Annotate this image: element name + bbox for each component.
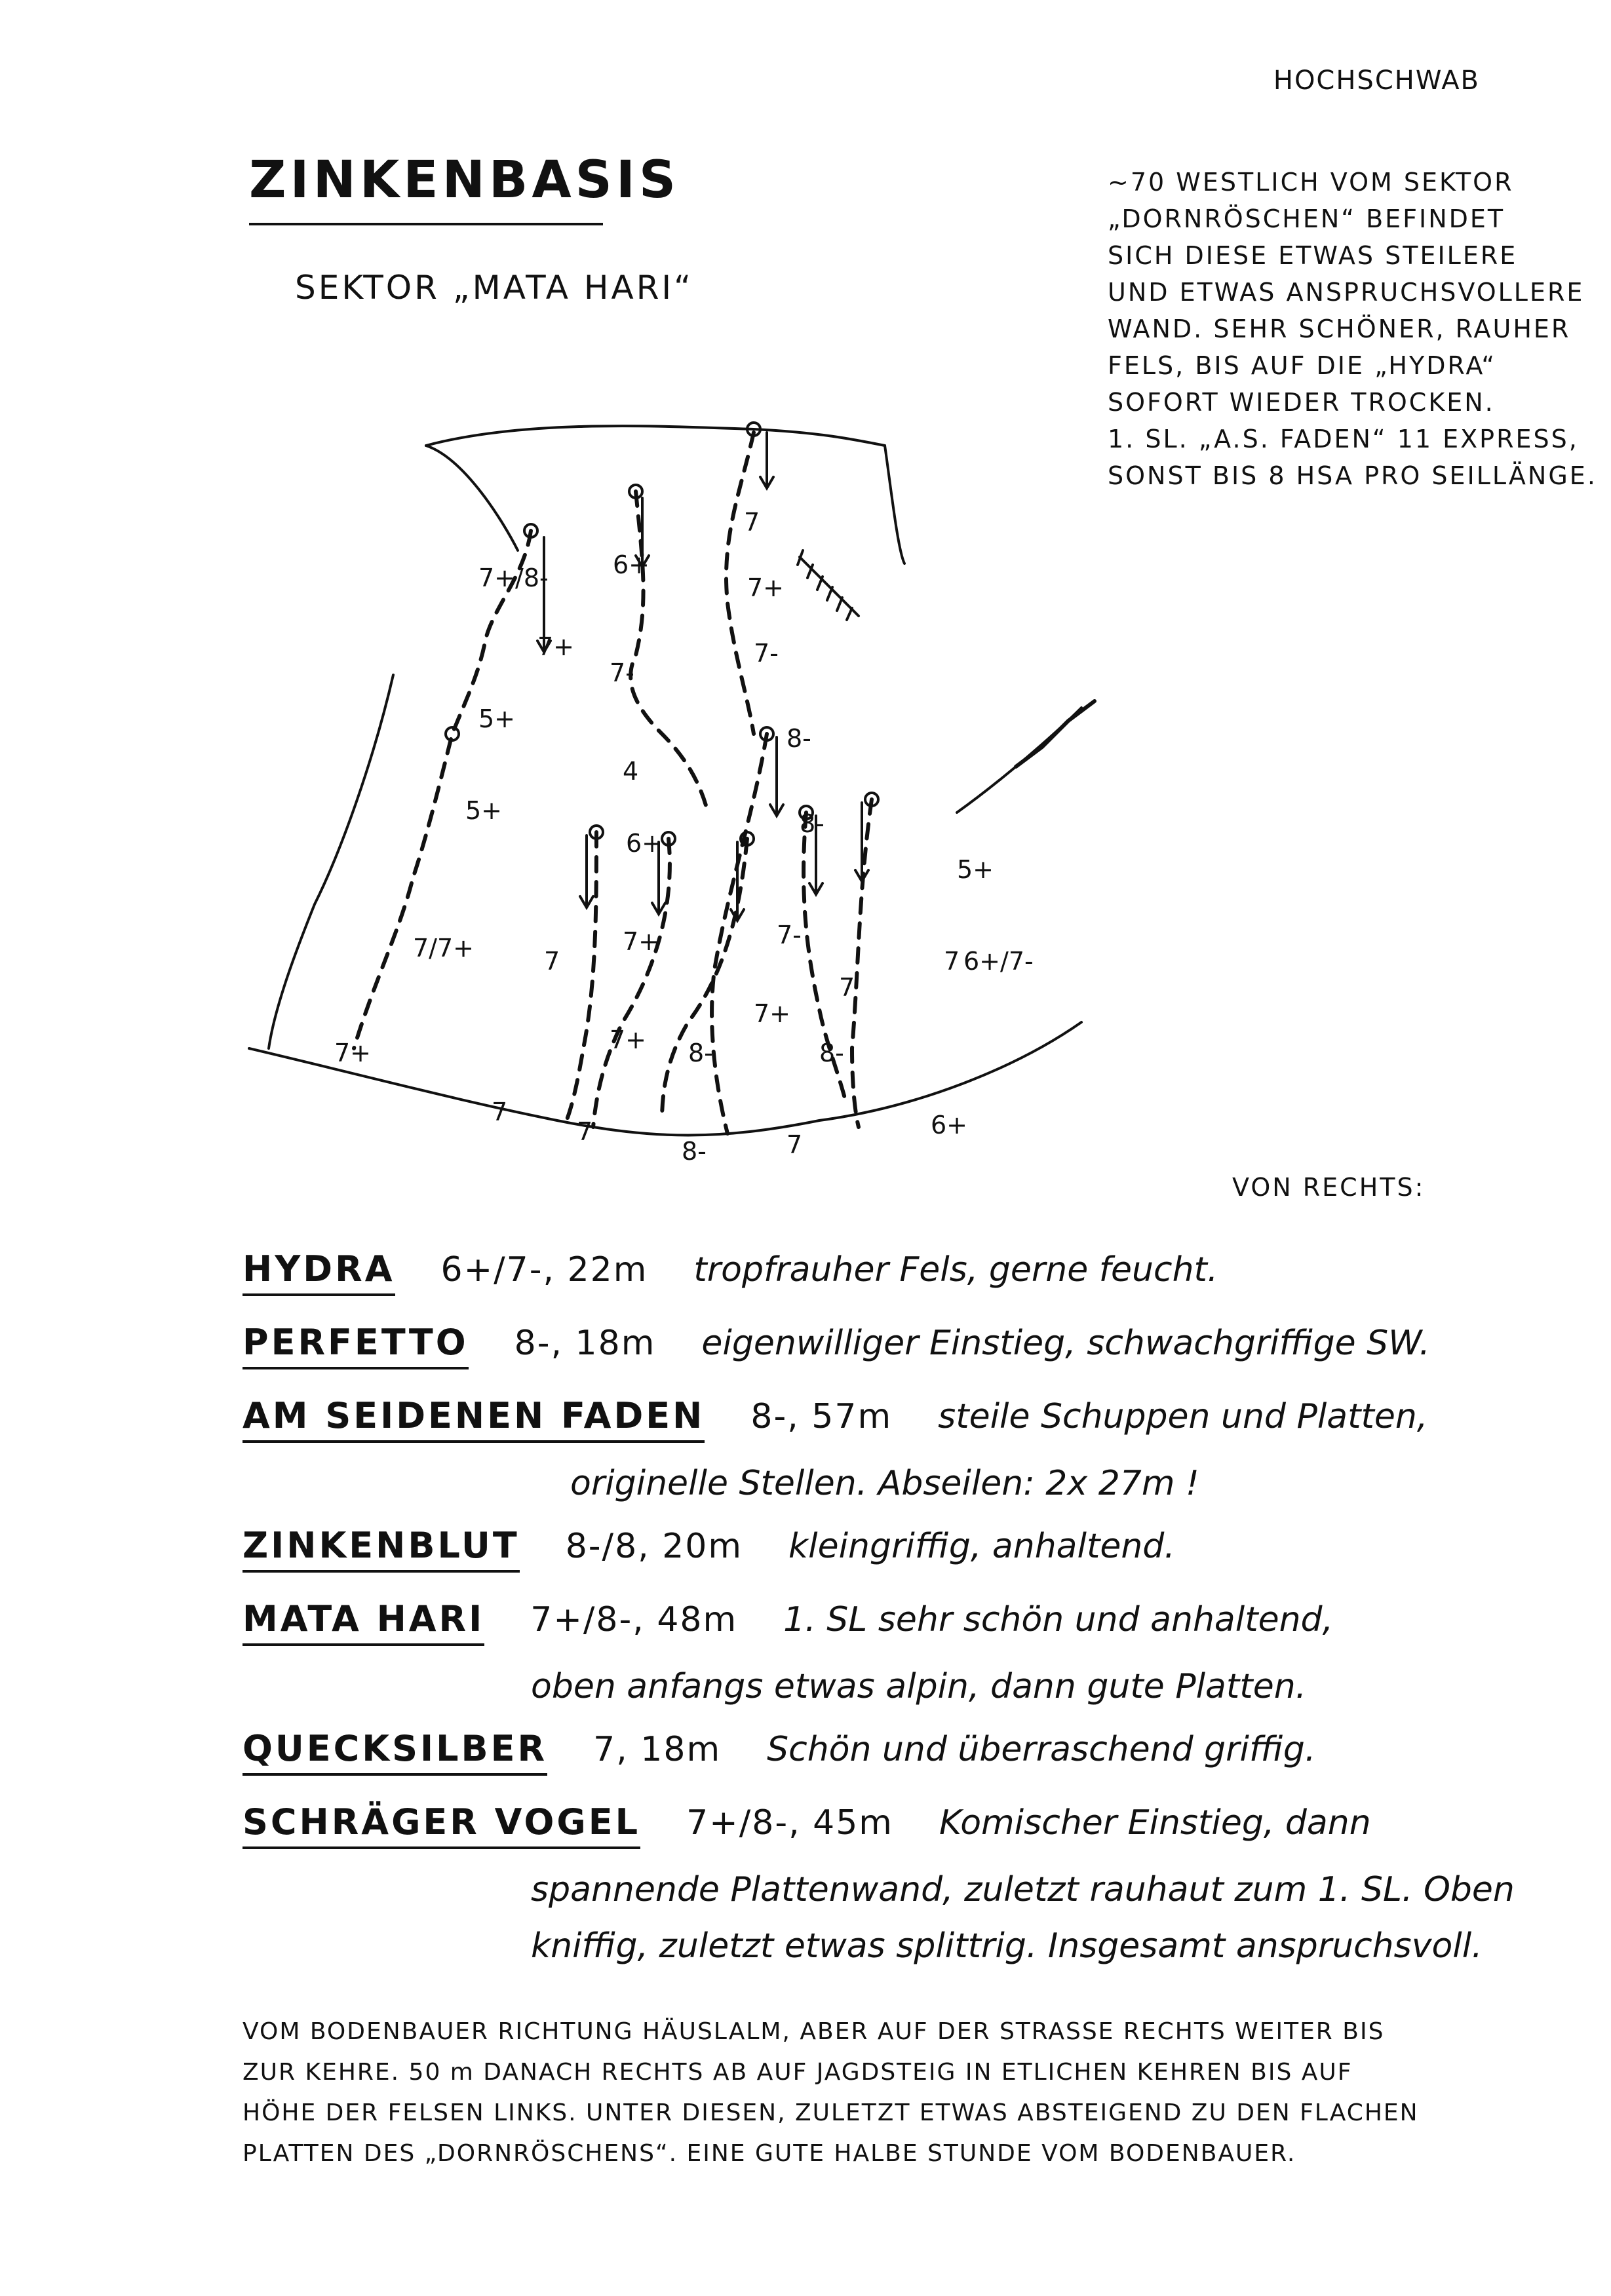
topo-grade: 7 <box>577 1117 593 1146</box>
topo-grade: 7 <box>944 947 960 976</box>
route-description: 1. SL sehr schön und anhaltend, <box>783 1600 1334 1639</box>
topo-grade: 7+ <box>747 573 785 602</box>
route-entry <box>243 1248 1553 1309</box>
route-description: kleingriffig, anhaltend. <box>788 1527 1175 1566</box>
route-name: HYDRA <box>243 1248 395 1296</box>
description-line: ~70 WESTLICH VOM SEKTOR <box>1108 168 1514 197</box>
route-description: steile Schuppen und Platten, <box>938 1397 1428 1436</box>
route-entry <box>243 1598 1553 1715</box>
route-am-seidenen-faden <box>712 734 767 1134</box>
route-description-cont: originelle Stellen. Abseilen: 2x 27m ! <box>570 1464 1199 1503</box>
topo-grade: 7+ <box>537 632 575 661</box>
topo-grade: 5+ <box>478 704 516 733</box>
route-entry <box>243 1525 1553 1585</box>
topo-grade: 8- <box>682 1137 707 1166</box>
route-name: QUECKSILBER <box>243 1728 547 1776</box>
access-description <box>243 2012 1521 2174</box>
rock-top-outline <box>426 426 885 446</box>
rock-left-top <box>426 446 518 550</box>
route-schraeger-vogel <box>354 531 531 1048</box>
topo-grade: 7 <box>544 947 560 976</box>
topo-grade: 8- <box>688 1039 713 1067</box>
route-description: Schön und überraschend griffig. <box>767 1730 1316 1769</box>
topo-grade: 6+ <box>626 829 663 858</box>
route-name: ZINKENBLUT <box>243 1525 520 1573</box>
route-grade: 8-, 18m <box>514 1324 656 1363</box>
route-name: SCHRÄGER VOGEL <box>243 1801 640 1849</box>
topo-grade: 7 <box>786 1130 803 1159</box>
topo-grade: 7/7+ <box>413 934 474 963</box>
left-outline <box>269 675 393 1048</box>
route-grade: 6+/7-, 22m <box>440 1250 648 1290</box>
legend-heading: VON RECHTS: <box>1232 1173 1426 1202</box>
route-name: AM SEIDENEN FADEN <box>243 1395 705 1443</box>
description-line: FELS, BIS AUF DIE „HYDRA“ <box>1108 351 1497 380</box>
route-description-cont: oben anfangs etwas alpin, dann gute Platten. <box>531 1667 1307 1706</box>
topo-grade: 5+ <box>465 796 503 825</box>
topo-grade: 7- <box>610 659 634 687</box>
topo-grade: 7+ <box>610 1025 647 1054</box>
route-entry <box>243 1801 1553 1974</box>
route-description-cont: kniffig, zuletzt etwas splittrig. Insgesamt anspruchsvoll. <box>531 1926 1483 1966</box>
route-entry <box>243 1728 1553 1788</box>
route-name: MATA HARI <box>243 1598 484 1646</box>
topo-grade: 8- <box>786 724 811 753</box>
route-grade: 8-/8, 20m <box>565 1527 743 1566</box>
route-grade: 8-, 57m <box>750 1397 893 1436</box>
route-name: PERFETTO <box>243 1322 469 1369</box>
route-grade: 7+/8-, 45m <box>686 1803 893 1843</box>
route-description: Komischer Einstieg, dann <box>939 1803 1371 1843</box>
topo-drawing <box>229 393 1147 1232</box>
sector-description <box>1108 164 1597 494</box>
sector-title: SEKTOR „MATA HARI“ <box>295 269 694 307</box>
topo-grade: 6+ <box>613 550 650 579</box>
topo-grade: 7 <box>492 1098 508 1126</box>
route-grade: 7, 18m <box>593 1730 722 1769</box>
topo-grade: 7- <box>754 639 779 668</box>
rock-right-top <box>885 446 904 564</box>
topo-grade: 8- <box>819 1039 844 1067</box>
arete-right <box>957 708 1081 813</box>
description-line: „DORNRÖSCHEN“ BEFINDET <box>1108 204 1505 233</box>
access-line: PLATTEN DES „DORNRÖSCHENS“. EINE GUTE HALBE STUNDE VOM BODENBAUER. <box>243 2140 1296 2167</box>
topo-grade: 7+ <box>754 999 791 1028</box>
description-line: UND ETWAS ANSPRUCHSVOLLERE <box>1108 278 1585 307</box>
description-line: SONST BIS 8 HSA PRO SEILLÄNGE. <box>1108 461 1597 490</box>
description-line: SOFORT WIEDER TROCKEN. <box>1108 388 1495 417</box>
route-list <box>243 1248 1553 1987</box>
access-line: ZUR KEHRE. 50 m DANACH RECHTS AB AUF JAGDSTEIG IN ETLICHEN KEHREN BIS AUF <box>243 2059 1353 2086</box>
description-line: WAND. SEHR SCHÖNER, RAUHER <box>1108 315 1571 343</box>
description-line: SICH DIESE ETWAS STEILERE <box>1108 241 1518 270</box>
route-description: tropfrauher Fels, gerne feucht. <box>693 1250 1218 1290</box>
crag-title: ZINKENBASIS <box>249 151 680 210</box>
route-description: eigenwilliger Einstieg, schwachgriffige SW. <box>701 1324 1430 1363</box>
route-grade: 7+/8-, 48m <box>530 1600 738 1639</box>
topo-grade: 7+/8- <box>478 564 549 592</box>
route-mata-hari <box>564 832 596 1127</box>
title-underline <box>249 223 603 225</box>
topo-grade: 7 <box>744 508 760 537</box>
access-line: VOM BODENBAUER RICHTUNG HÄUSLALM, ABER AUF DER STRASSE RECHTS WEITER BIS <box>243 2018 1385 2045</box>
access-line: HÖHE DER FELSEN LINKS. UNTER DIESEN, ZULETZT ETWAS ABSTEIGEND ZU DEN FLACHEN <box>243 2099 1419 2126</box>
route-entry <box>243 1322 1553 1382</box>
roof-line <box>800 557 859 616</box>
region-label: HOCHSCHWAB <box>1273 66 1480 96</box>
topo-grade: 8- <box>800 809 825 838</box>
topo-grade: 7+ <box>334 1039 372 1067</box>
topo-grade: 6+ <box>931 1111 968 1139</box>
route-description-cont: spannende Plattenwand, zuletzt rauhaut zum 1. SL. Oben <box>531 1870 1515 1909</box>
topo-grade: 7+ <box>623 927 660 956</box>
topo-grade: 7- <box>777 921 802 949</box>
route-entry <box>243 1395 1553 1512</box>
topo-grade: 6+/7- <box>963 947 1034 976</box>
description-line: 1. SL. „A.S. FADEN“ 11 EXPRESS, <box>1108 425 1579 453</box>
topo-grade: 5+ <box>957 855 994 884</box>
topo-grade: 4 <box>623 757 639 786</box>
topo-grade: 7 <box>839 973 855 1002</box>
